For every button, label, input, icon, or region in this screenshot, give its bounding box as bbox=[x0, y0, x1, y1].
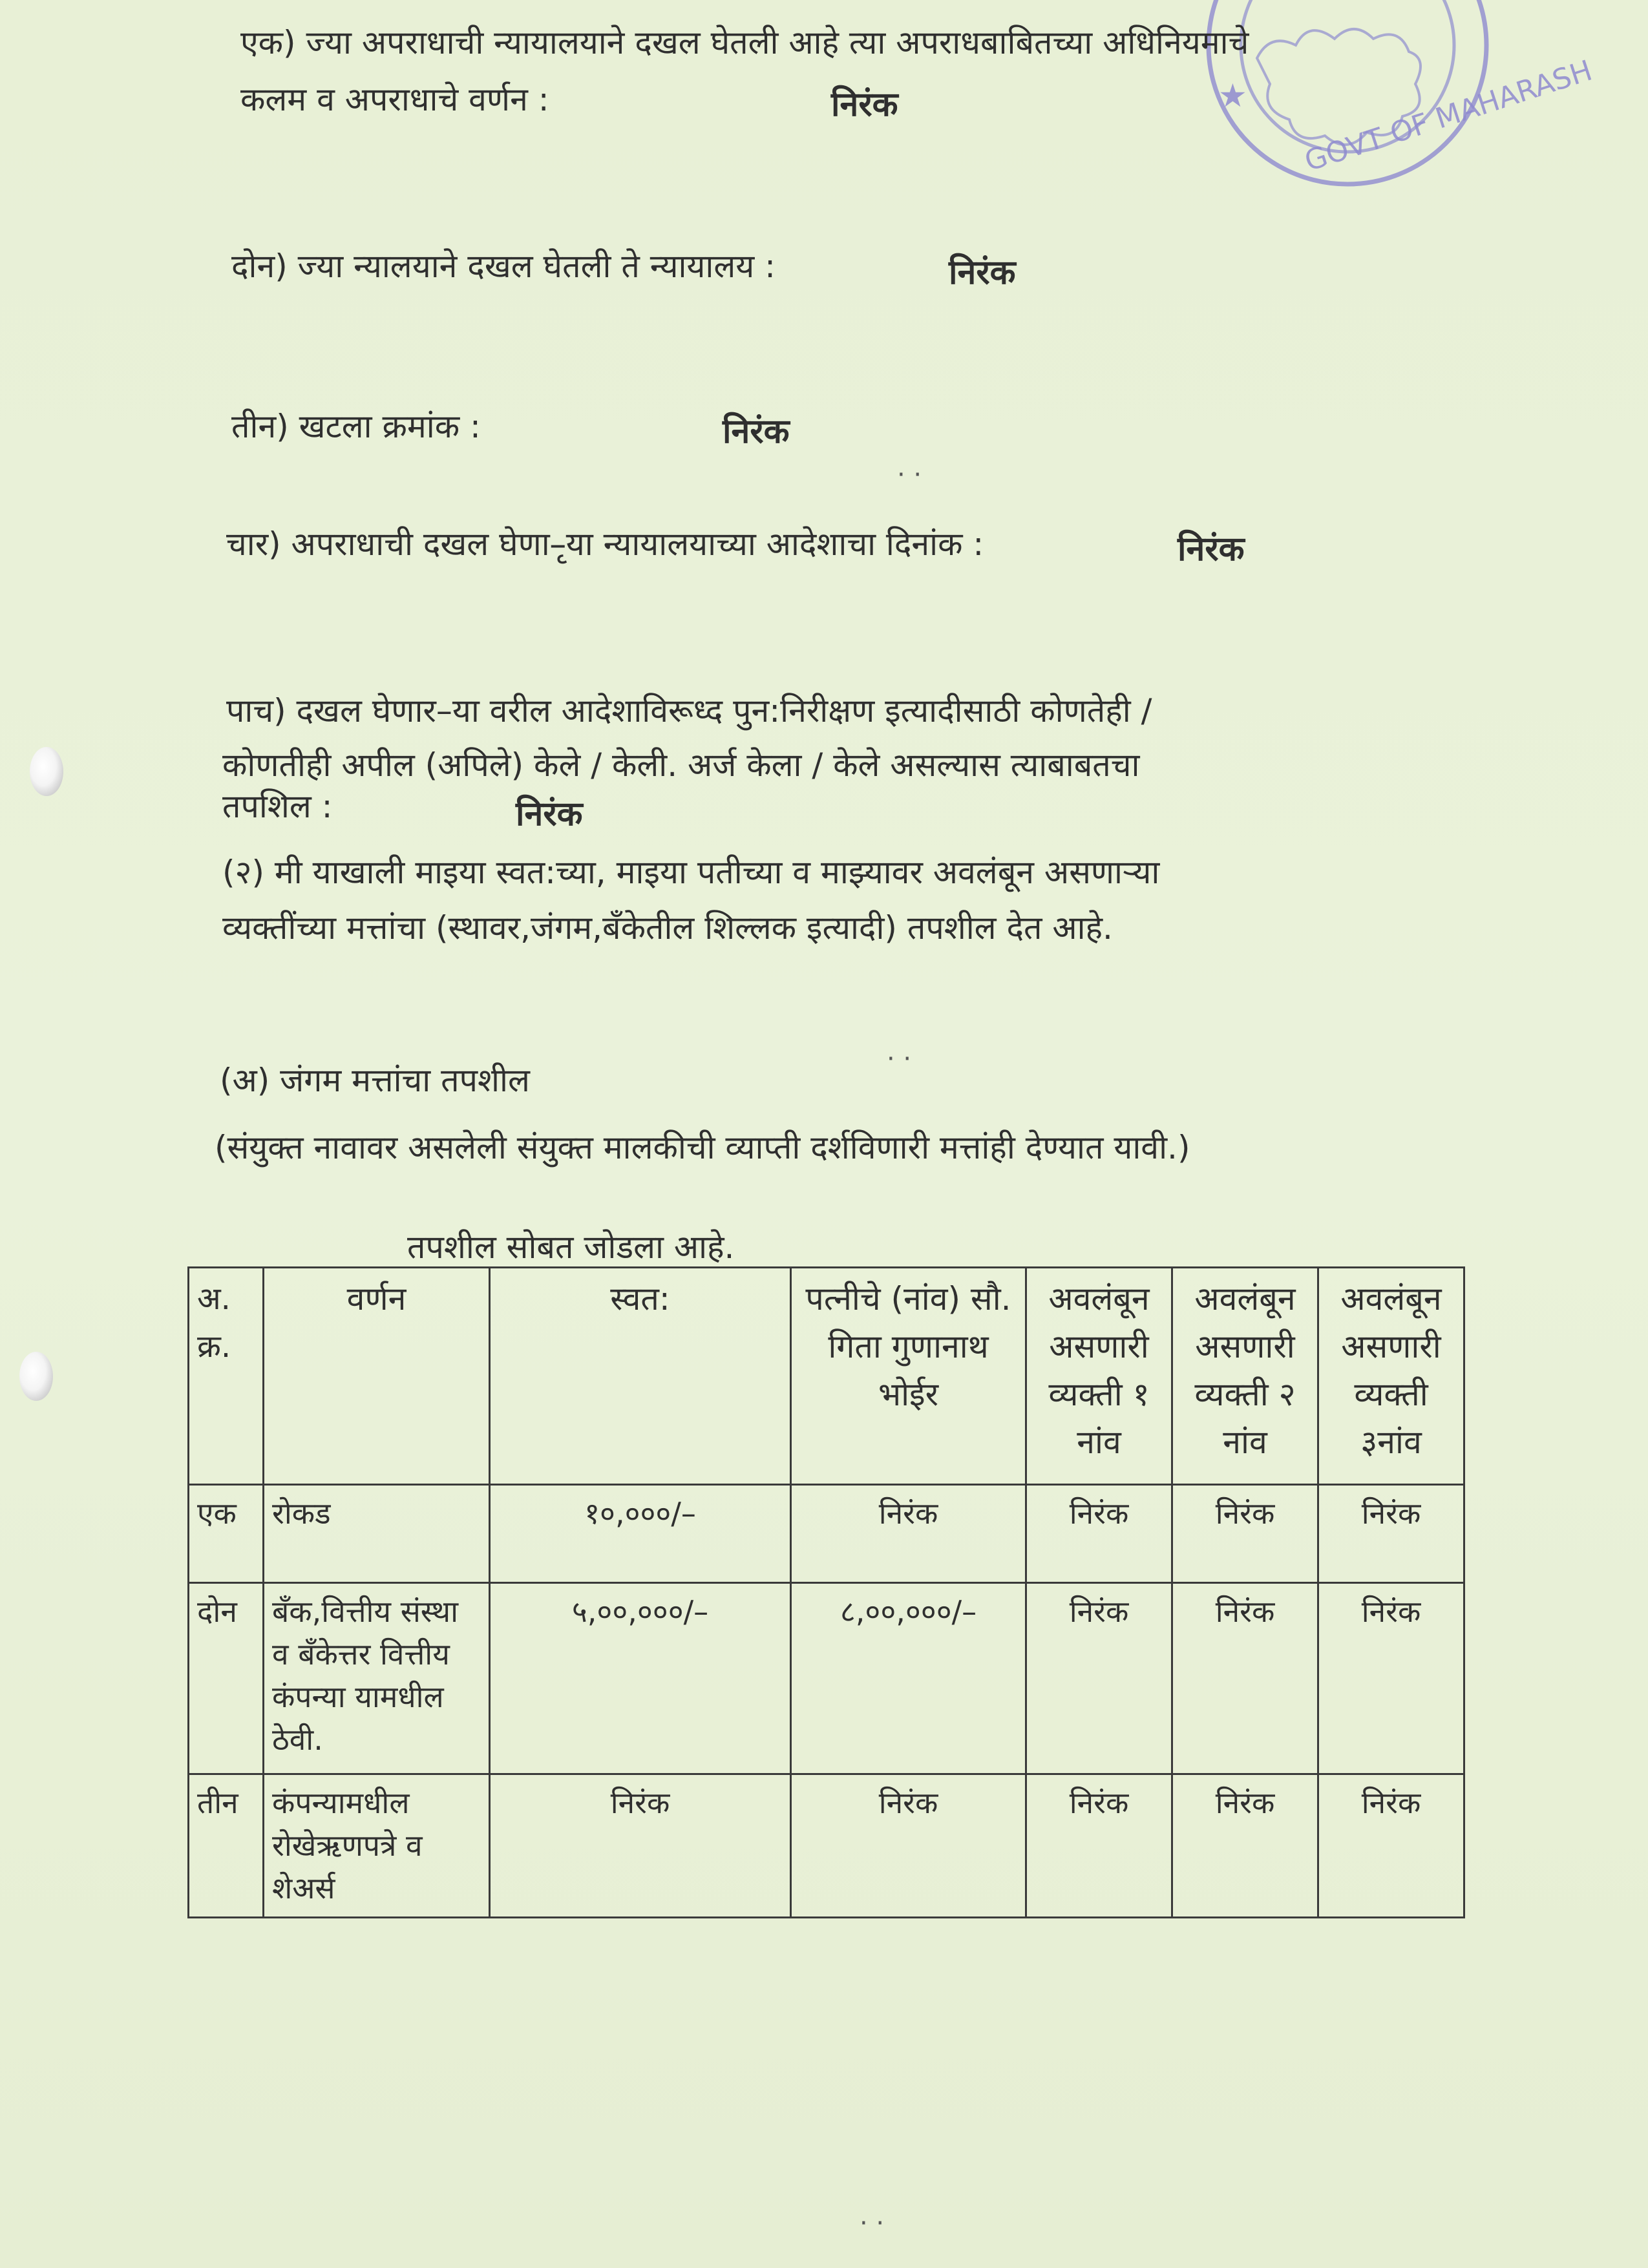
cell-dependent-3: निरंक bbox=[1318, 1774, 1464, 1918]
table-row bbox=[189, 1774, 1464, 1918]
header-self: स्वत: bbox=[490, 1268, 791, 1485]
item-five-label-3: तपशिल : bbox=[222, 788, 333, 825]
section-a-attached: तपशील सोबत जोडला आहे. bbox=[407, 1228, 735, 1266]
item-five-label-1: पाच) दखल घेणार–या वरील आदेशाविरूध्द पुन:निरीक्षण इत्यादीसाठी कोणतेही / bbox=[226, 692, 1152, 730]
item-one-label-2: कलम व अपराधाचे वर्णन : bbox=[240, 81, 549, 118]
table-row bbox=[189, 1485, 1464, 1583]
cell-self: १०,०००/– bbox=[490, 1485, 791, 1583]
table-row bbox=[189, 1583, 1464, 1774]
item-five-value: निरंक bbox=[516, 795, 583, 834]
header-dependent-2: अवलंबून असणारी व्यक्ती २ नांव bbox=[1172, 1268, 1318, 1485]
item-four-value: निरंक bbox=[1178, 530, 1245, 569]
item-two-label: दोन) ज्या न्यालयाने दखल घेतली ते न्यायालय : bbox=[231, 247, 776, 285]
item-one-label: एक) ज्या अपराधाची न्यायालयाने दखल घेतली आहे त्या अपराधबाबितच्या अधिनियमाचे bbox=[240, 24, 1249, 61]
item-three-label: तीन) खटला क्रमांक : bbox=[231, 408, 481, 445]
header-dependent-1: अवलंबून असणारी व्यक्ती १ नांव bbox=[1026, 1268, 1172, 1485]
document-page: GOVT OF MAHARASH ★ एक) ज्या अपराधाची न्यायालयाने दखल घेतली आहे त्या अपराधबाबितच्या अधिनियमाचे कलम व अपराधाचे वर्णन : निरंक दोन) ज्या न्यालयाने दखल घेतली ते न्यायालय : निरंक तीन) खटला क्रमांक : निरंक · · चार) अपराधाची दखल घेणा–ृया न्यायालयाच्या आदेशाचा दिनांक : निरंक पाच) दखल घेणार–या वरील आदेशाविरूध्द पुन:निरीक्षण इत्यादीसाठी कोणतेही / कोणतीही अपील (अपिले) केले / केली. अर्ज केला / केले असल्यास त्याबाबतचा तपशिल : निरंक (२) मी याखाली माइया स्वत:च्या, माइया पतीच्या व माझ्यावर अवलंबून असणाऱ्या व्यक्तींच्या मत्तांचा (स्थावर,जंगम,बँकेतील शिल्लक इत्यादी) तपशील देत आहे. · · (अ) जंगम मत्तांचा तपशील (संयुक्त नावावर असलेली संयुक्त मालकीची व्याप्ती दर्शविणारी मत्तांही देण्यात यावी.) तपशील सोबत जोडला आहे. अ. क्र. वर्णन स्वत: पत्नीचे (नांव) सौ. गिता गुणानाथ भोईर अवलंबून असणारी व्यक्ती १ नांव अवलंबून असणारी व्यक्ती २ नांव अवलंबून असणारी व्यक्ती ३नांव एक रोकड १०,०००/– निरंक निरंक निरंक निरंक दोन बँक,वित्तीय संस्था व बँकेत्तर वित्तीय कंपन्या यामधील ठेवी. ५,००,०००/– ८,००,०००/– निरंक निरंक निरंक तीन कंपन्यामधील रोखेऋणपत्रे व शेअर्स निरंक निरंक निरंक निरंक निरंक · · bbox=[0, 0, 1648, 2268]
svg-text:★: ★ bbox=[1218, 77, 1247, 114]
cell-description: कंपन्यामधील रोखेऋणपत्रे व शेअर्स bbox=[264, 1774, 490, 1918]
item-four-label: चार) अपराधाची दखल घेणा–ृया न्यायालयाच्या आदेशाचा दिनांक : bbox=[226, 525, 984, 563]
cell-description: बँक,वित्तीय संस्था व बँकेत्तर वित्तीय कंपन्या यामधील ठेवी. bbox=[264, 1583, 490, 1774]
header-description: वर्णन bbox=[264, 1268, 490, 1485]
section-a-note: (संयुक्त नावावर असलेली संयुक्त मालकीची व्याप्ती दर्शविणारी मत्तांही देण्यात यावी.) bbox=[215, 1129, 1190, 1166]
cell-wife: निरंक bbox=[791, 1774, 1026, 1918]
item-one-value: निरंक bbox=[831, 85, 898, 124]
section-a-title: (अ) जंगम मत्तांचा तपशील bbox=[220, 1062, 530, 1099]
item-two-value: निरंक bbox=[949, 253, 1016, 292]
cell-wife: ८,००,०००/– bbox=[791, 1583, 1026, 1774]
movable-assets-table bbox=[187, 1266, 1465, 1918]
cell-description: रोकड bbox=[264, 1485, 490, 1583]
cell-dependent-2: निरंक bbox=[1172, 1774, 1318, 1918]
cell-dependent-3: निरंक bbox=[1318, 1583, 1464, 1774]
section2-line1: (२) मी याखाली माइया स्वत:च्या, माइया पतीच्या व माझ्यावर अवलंबून असणाऱ्या bbox=[222, 854, 1160, 891]
punch-hole-upper bbox=[30, 747, 63, 796]
cell-dependent-1: निरंक bbox=[1026, 1774, 1172, 1918]
item-three-value: निरंक bbox=[723, 412, 790, 451]
cell-self: ५,००,०००/– bbox=[490, 1583, 791, 1774]
stamp-ring-text: GOVT OF MAHARASH bbox=[1300, 54, 1596, 178]
header-wife: पत्नीचे (नांव) सौ. गिता गुणानाथ भोईर bbox=[791, 1268, 1026, 1485]
cell-dependent-1: निरंक bbox=[1026, 1485, 1172, 1583]
header-dependent-3: अवलंबून असणारी व्यक्ती ३नांव bbox=[1318, 1268, 1464, 1485]
punch-hole-lower bbox=[19, 1352, 53, 1401]
cell-serial: तीन bbox=[189, 1774, 264, 1918]
table-header-row bbox=[189, 1268, 1464, 1485]
cell-dependent-3: निरंक bbox=[1318, 1485, 1464, 1583]
cell-serial: एक bbox=[189, 1485, 264, 1583]
header-serial: अ. क्र. bbox=[189, 1268, 264, 1485]
cell-self: निरंक bbox=[490, 1774, 791, 1918]
cell-serial: दोन bbox=[189, 1583, 264, 1774]
item-five-label-2: कोणतीही अपील (अपिले) केले / केली. अर्ज केला / केले असल्यास त्याबाबतचा bbox=[222, 746, 1140, 784]
cell-dependent-2: निरंक bbox=[1172, 1583, 1318, 1774]
cell-dependent-1: निरंक bbox=[1026, 1583, 1172, 1774]
cell-dependent-2: निरंक bbox=[1172, 1485, 1318, 1583]
section2-line2: व्यक्तींच्या मत्तांचा (स्थावर,जंगम,बँकेतील शिल्लक इत्यादी) तपशील देत आहे. bbox=[222, 909, 1113, 947]
cell-wife: निरंक bbox=[791, 1485, 1026, 1583]
